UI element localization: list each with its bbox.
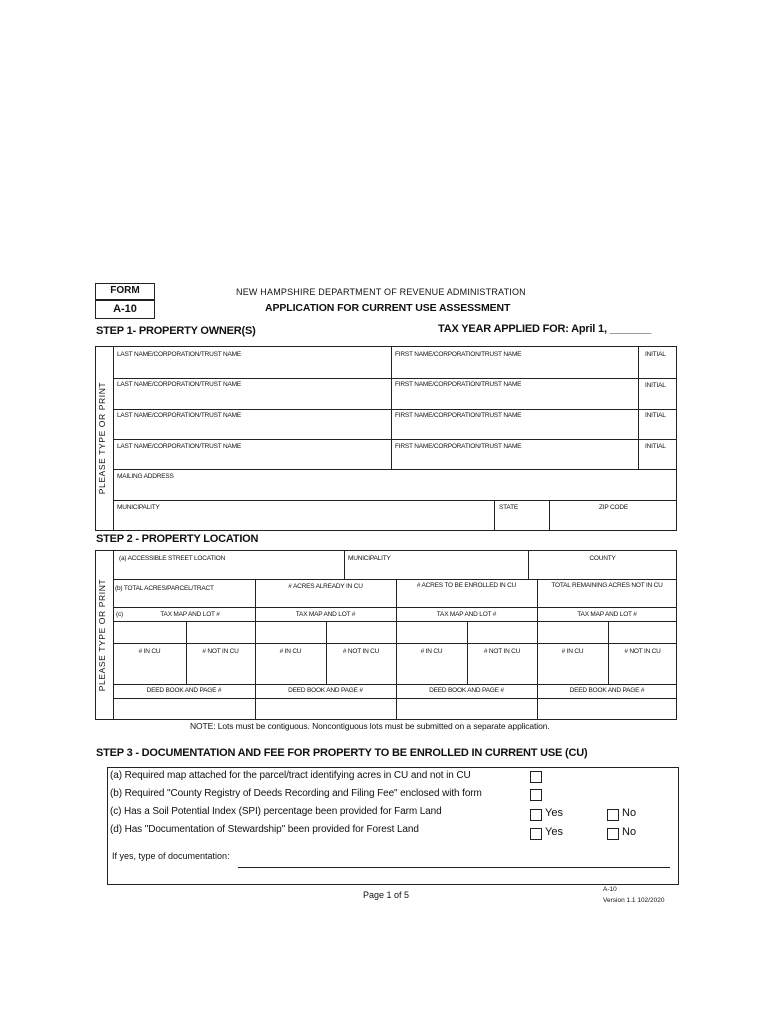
department-name: NEW HAMPSHIRE DEPARTMENT OF REVENUE ADMINISTRATION	[236, 287, 526, 297]
owner2-last-name-field[interactable]: LAST NAME/CORPORATION/TRUST NAME	[117, 381, 241, 388]
owner2-initial-field[interactable]: INITIAL	[645, 382, 666, 389]
not-in-cu-3-field[interactable]: # NOT IN CU	[483, 648, 521, 655]
step1-heading: STEP 1- PROPERTY OWNER(S)	[96, 325, 256, 337]
stewardship-yes-checkbox[interactable]	[530, 828, 542, 840]
contiguous-note: NOTE: Lots must be contiguous. Noncontiguous lots must be submitted on a separate application.	[190, 721, 550, 731]
owner1-first-name-field[interactable]: FIRST NAME/CORPORATION/TRUST NAME	[395, 351, 522, 358]
owner4-last-name-field[interactable]: LAST NAME/CORPORATION/TRUST NAME	[117, 443, 241, 450]
in-cu-3-field[interactable]: # IN CU	[420, 648, 443, 655]
not-in-cu-4-field[interactable]: # NOT IN CU	[624, 648, 661, 655]
step2-location-grid	[95, 550, 677, 720]
spi-no-label: No	[622, 807, 637, 819]
in-cu-2-field[interactable]: # IN CU	[279, 648, 302, 655]
total-acres-field[interactable]: (b) TOTAL ACRES/PARCEL/TRACT	[115, 585, 214, 592]
mailing-address-field[interactable]: MAILING ADDRESS	[117, 473, 174, 480]
deed-book-1-field[interactable]: DEED BOOK AND PAGE #	[146, 687, 222, 694]
deed-book-3-field[interactable]: DEED BOOK AND PAGE #	[429, 687, 504, 694]
property-municipality-field[interactable]: MUNICIPALITY	[348, 555, 391, 562]
tax-map-lot-1-field[interactable]: TAX MAP AND LOT #	[160, 611, 220, 618]
footer-form-id: A-10	[603, 886, 617, 893]
required-map-item: (a) Required map attached for the parcel/tract identifying acres in CU and not in CU	[110, 770, 471, 781]
owner3-initial-field[interactable]: INITIAL	[645, 412, 666, 419]
step2-heading: STEP 2 - PROPERTY LOCATION	[96, 533, 259, 545]
stewardship-no-label: No	[622, 826, 637, 838]
owner2-first-name-field[interactable]: FIRST NAME/CORPORATION/TRUST NAME	[395, 381, 522, 388]
in-cu-1-field[interactable]: # IN CU	[138, 648, 161, 655]
owner3-last-name-field[interactable]: LAST NAME/CORPORATION/TRUST NAME	[117, 412, 241, 419]
documentation-type-input[interactable]	[238, 867, 670, 868]
acres-to-enroll-field[interactable]: # ACRES TO BE ENROLLED IN CU	[416, 582, 517, 589]
step3-heading: STEP 3 - DOCUMENTATION AND FEE FOR PROPERTY TO BE ENROLLED IN CURRENT USE (CU)	[96, 747, 588, 759]
acres-in-cu-field[interactable]: # ACRES ALREADY IN CU	[288, 583, 363, 590]
owner4-initial-field[interactable]: INITIAL	[645, 443, 666, 450]
not-in-cu-2-field[interactable]: # NOT IN CU	[342, 648, 380, 655]
deed-book-2-field[interactable]: DEED BOOK AND PAGE #	[288, 687, 363, 694]
street-location-field[interactable]: (a) ACCESSIBLE STREET LOCATION	[119, 555, 226, 562]
tax-map-lot-4-field[interactable]: TAX MAP AND LOT #	[577, 611, 637, 618]
stewardship-item: (d) Has "Documentation of Stewardship" been provided for Forest Land	[110, 824, 419, 835]
recording-fee-checkbox[interactable]	[530, 789, 542, 801]
owner3-first-name-field[interactable]: FIRST NAME/CORPORATION/TRUST NAME	[395, 412, 522, 419]
page-title: APPLICATION FOR CURRENT USE ASSESSMENT	[265, 302, 511, 314]
owner1-last-name-field[interactable]: LAST NAME/CORPORATION/TRUST NAME	[117, 351, 241, 358]
remaining-acres-field[interactable]: TOTAL REMAINING ACRES NOT IN CU	[551, 582, 663, 589]
in-cu-4-field[interactable]: # IN CU	[561, 648, 584, 655]
spi-no-checkbox[interactable]	[607, 809, 619, 821]
step2-side-label: PLEASE TYPE OR PRINT	[97, 578, 107, 692]
owner-zip-field[interactable]: ZIP CODE	[599, 504, 628, 511]
county-field[interactable]: COUNTY	[589, 555, 616, 562]
owner-state-field[interactable]: STATE	[499, 504, 518, 511]
spi-yes-label: Yes	[545, 807, 563, 819]
tax-map-lot-3-field[interactable]: TAX MAP AND LOT #	[436, 611, 497, 618]
owner1-initial-field[interactable]: INITIAL	[645, 351, 666, 358]
stewardship-yes-label: Yes	[545, 826, 563, 838]
documentation-type-label: If yes, type of documentation:	[112, 851, 230, 861]
stewardship-no-checkbox[interactable]	[607, 828, 619, 840]
required-map-checkbox[interactable]	[530, 771, 542, 783]
tax-map-lot-2-field[interactable]: TAX MAP AND LOT #	[295, 611, 356, 618]
footer-version: Version 1.1 102/2020	[603, 897, 665, 904]
c-label: (c)	[116, 611, 123, 618]
spi-item: (c) Has a Soil Potential Index (SPI) percentage been provided for Farm Land	[110, 806, 442, 817]
form-label: FORM	[110, 285, 140, 296]
owner4-first-name-field[interactable]: FIRST NAME/CORPORATION/TRUST NAME	[395, 443, 522, 450]
step1-side-label: PLEASE TYPE OR PRINT	[97, 381, 107, 495]
page-number: Page 1 of 5	[363, 890, 410, 900]
not-in-cu-1-field[interactable]: # NOT IN CU	[202, 648, 239, 655]
owner-municipality-field[interactable]: MUNICIPALITY	[117, 504, 160, 511]
spi-yes-checkbox[interactable]	[530, 809, 542, 821]
tax-year-field[interactable]: TAX YEAR APPLIED FOR: April 1, _______	[438, 323, 652, 335]
recording-fee-item: (b) Required "County Registry of Deeds Recording and Filing Fee" enclosed with form	[110, 788, 482, 799]
form-number: A-10	[113, 303, 137, 315]
deed-book-4-field[interactable]: DEED BOOK AND PAGE #	[569, 687, 645, 694]
